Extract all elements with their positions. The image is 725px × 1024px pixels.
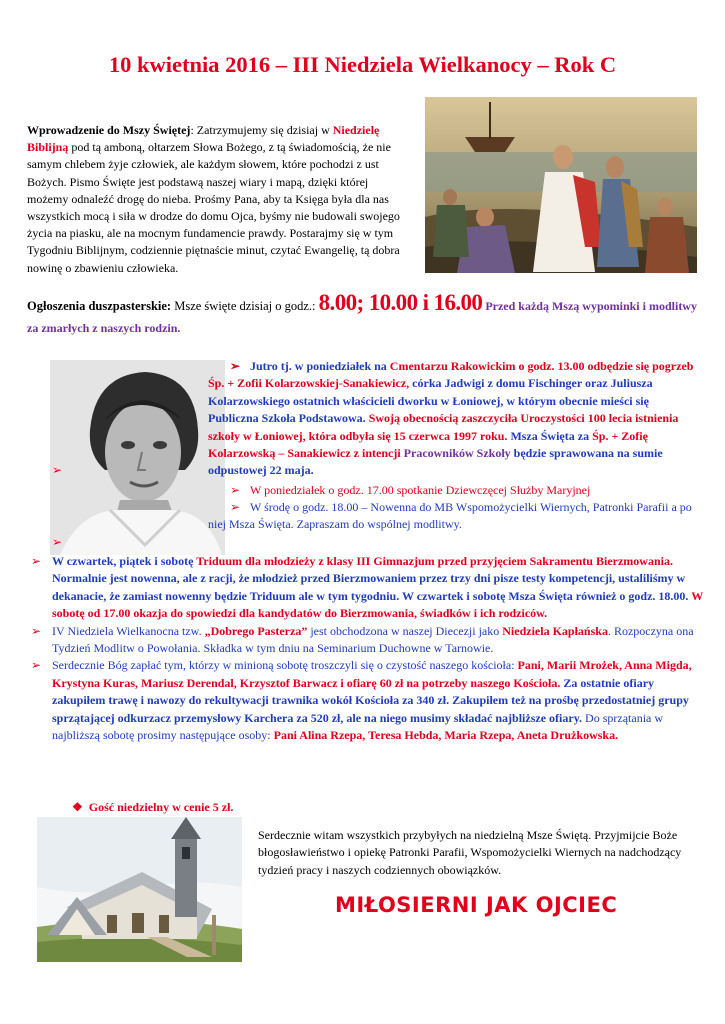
guest-magazine-note [72,799,472,816]
p3-text: W środę o godz. 18.00 – Nowenna do MB Wspomożycielki Wiernych, Patronki Parafii a po niej Msza Święta. Zapraszam do wspólnej modlitwy. [208,500,692,532]
church-image [37,817,242,962]
woman-portrait-image [50,360,225,555]
announcements-after: Przed każdą Mszą wypominki i modlitwy za zmarłych z naszych rodzin. [27,299,697,335]
item3-e: Pani Alina Rzepa, Teresa Hebda, Maria Rzepa, Aneta Drużkowska. [273,728,619,743]
item1-c: Normalnie jest nowenna, ale z racji, że młodzież przed Bierzmowaniem przez trzy dni pisze testy kompetencji, ustaliliśmy w dekanacie, że zamiast nowenny będzie Triduum ale w tym tygodniu. W czwartek i sobotę Msza Święta również o godz. 18.00. [52,571,692,603]
item3-a: Serdecznie Bóg zapłać tym, którzy w minioną sobotę troszczyli się o czystość naszego kościoła: [52,658,518,673]
jesus-apostles-image [425,97,697,273]
announcements-header [27,292,707,339]
item3-c: Za ostatnie ofiary zakupiłem trawę i nawozy do rekultywacji trawnika wokół Kościoła za 340 zł. Zakupiłem też na prośbę przedostatniej grupy sprzątającej odkurzacz przemysłowy Karchera za 520 zł, ale na niego musimy składać najbliższe ofiary. [52,675,689,725]
intro-paragraph [27,122,412,277]
intro-label: Wprowadzenie do Mszy Świętej [27,123,191,137]
wednesday-novena [208,499,702,534]
arrow-bullet-icon: ➢ [230,483,241,497]
welcome-text: Serdecznie witam wszystkich przybyłych na niedzielną Msze Świętą. Przyjmijcie Boże błogosławieństwo i opiekę Patronki Parafii, Wspomożycielki Wiernych na nadchodzący tydzień pracy i naszych codziennych obowiązków. [258,828,682,877]
guest-text: Gość niedzielny w cenie 5 zł. [88,800,234,814]
p1-b: Cmentarzu Rakowickim o godz. 13.00 odbędzie się pogrzeb Śp. + Zofii Kolarzowskiej-Sanakiewicz, [208,359,694,391]
p1-h: będzie sprawowana na sumie odpustowej 22 maja. [208,446,663,478]
p2-text: W poniedziałek o godz. 17.00 spotkanie Dziewczęcej Służby Maryjnej [250,483,591,497]
intro-highlight: Niedzielę Biblijną [27,123,380,155]
item1-b: Triduum dla młodzieży z klasy III Gimnazjum przed przyjęciem Sakramentu Bierzmowania. [196,554,673,568]
arrow-bullet-icon: ➢ [31,554,42,568]
monday-meeting [230,482,700,499]
item2-a: IV Niedziela Wielkanocna tzw. [52,623,205,638]
announcements-text: Msze święte dzisiaj o godz.: [171,299,319,313]
item1-d: W sobotę od 17.00 okazja do spowiedzi dla kandydatów do Bierzmowania, świadków i ich rodziców. [52,588,703,621]
arrow-bullet-icon: ➢ [31,658,42,673]
p1-d: Swoją obecnością zaszczyciła Uroczystości 100 lecia istnienia szkoły w Łoniowej, która odbyła się 15 czerwca 1997 roku. [208,411,679,443]
list-item [27,553,707,623]
list-item [27,623,707,658]
intro-text-2: pod tą amboną, ołtarzem Słowa Bożego, z tą świadomością, że nie samym chlebem żyje człowiek, ale każdym słowem, które pochodzi z ust Bożych. Pismo Święte jest podstawą naszej wiary i mapą, dzięki której możemy odnaleźć drogę do nieba. Prośmy Pana, aby ta Księga była dla nas wszystkich mocą i siła w drodze do domu Ojca, byśmy nie budowali swojego życia na piasku, ale na mocnym fundamencie prawdy. Postarajmy się w tym Tygodniu Biblijnym, codziennie piętnaście minut, czytać Ewangelię, tą dobra nowinę o zbawieniu człowieka. [27,140,400,275]
announcements-label: Ogłoszenia duszpasterskie: [27,299,172,313]
arrow-bullet-icon: ➢ [230,359,241,373]
p1-e: Msza Święta za [507,428,593,443]
item2-b: „Dobrego Pasterza” [204,623,308,638]
diamond-bullet-icon: ❖ [72,800,83,814]
p1-g: Pracowników Szkoły [403,446,511,461]
arrow-bullet-icon: ➢ [230,500,241,514]
funeral-announcement [208,358,702,480]
item3-b: Pani, Marii Mrożek, Anna Migda, Krystyna Kuras, Mariusz Derendal, Krzysztof Barwacz i ofiarę 60 zł na potrzeby naszego Kościoła. [52,658,692,690]
motto-text: MIŁOSIERNI JAK OJCIEC [335,893,618,917]
item2-d: Niedziela Kapłańska [502,623,608,638]
p1-a: Jutro tj. w poniedziałek na [250,359,390,373]
item2-e: . Rozpoczyna ona Tydzień Modlitw o Powołania. Składka w tym dniu na Seminarium Duchowne w Tarnowie. [52,623,694,656]
page-title: 10 kwietnia 2016 – III Niedziela Wielkanocy – Rok C [108,52,617,77]
arrow-bullet-icon: ➢ [52,463,63,477]
arrow-bullet-icon: ➢ [31,623,42,638]
item2-c: jest obchodzona w naszej Diecezji jako [307,623,503,638]
mass-times: 8.00; 10.00 i 16.00 [318,290,483,315]
arrow-bullet-icon: ➢ [52,535,63,549]
list-item [27,657,707,744]
announcement-list [27,553,707,744]
p1-c: córka Jadwigi z domu Fischinger oraz Juliusza Kolarzowskiego ostatnich właścicieli dworku w Łoniowej, w którym obecnie mieści się Publiczna Szkoła Podstawowa. [208,376,653,426]
item1-a: W czwartek, piątek i sobotę [52,554,197,568]
intro-text-1: : Zatrzymujemy się dzisiaj w [190,123,333,137]
item3-d: Do sprzątania w najbliższą sobotę prosimy następujące osoby: [52,710,664,743]
p1-f: Śp. + Zofię Kolarzowską – Sanakiewicz z intencji [208,428,648,461]
